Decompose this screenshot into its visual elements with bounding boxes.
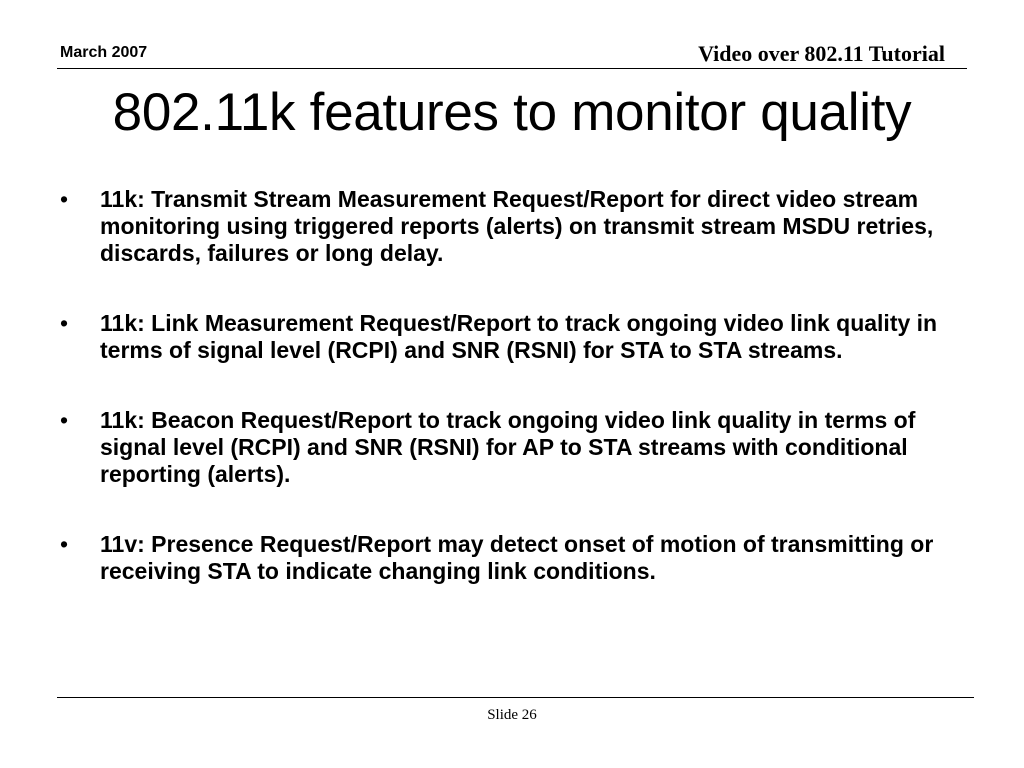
- header-divider: [57, 68, 967, 69]
- bullet-list: [60, 186, 970, 628]
- bullet-icon: •: [60, 186, 69, 212]
- slide-title: 802.11k features to monitor quality: [112, 83, 912, 142]
- header-date: March 2007: [60, 44, 148, 61]
- bullet-icon: •: [60, 531, 69, 557]
- bullet-text: 11v: Presence Request/Report may detect onset of motion of transmitting or receiving STA to indicate changing link conditions.: [100, 531, 934, 584]
- bullet-item-1: [60, 186, 970, 267]
- bullet-icon: •: [60, 407, 69, 433]
- bullet-icon: •: [60, 310, 69, 336]
- footer-divider: [57, 697, 974, 698]
- bullet-item-3: [60, 407, 970, 488]
- header-title: Video over 802.11 Tutorial: [698, 41, 945, 66]
- bullet-item-2: [60, 310, 970, 364]
- bullet-item-4: [60, 531, 970, 585]
- slide-number: Slide 26: [487, 707, 537, 723]
- bullet-text: 11k: Beacon Request/Report to track ongoing video link quality in terms of signal level (RCPI) and SNR (RSNI) for AP to STA streams with conditional reporting (alerts).: [100, 407, 916, 487]
- bullet-text: 11k: Transmit Stream Measurement Request/Report for direct video stream monitoring using triggered reports (alerts) on transmit stream MSDU retries, discards, failures or long delay.: [100, 186, 934, 266]
- bullet-text: 11k: Link Measurement Request/Report to track ongoing video link quality in terms of signal level (RCPI) and SNR (RSNI) for STA to STA streams.: [100, 310, 938, 363]
